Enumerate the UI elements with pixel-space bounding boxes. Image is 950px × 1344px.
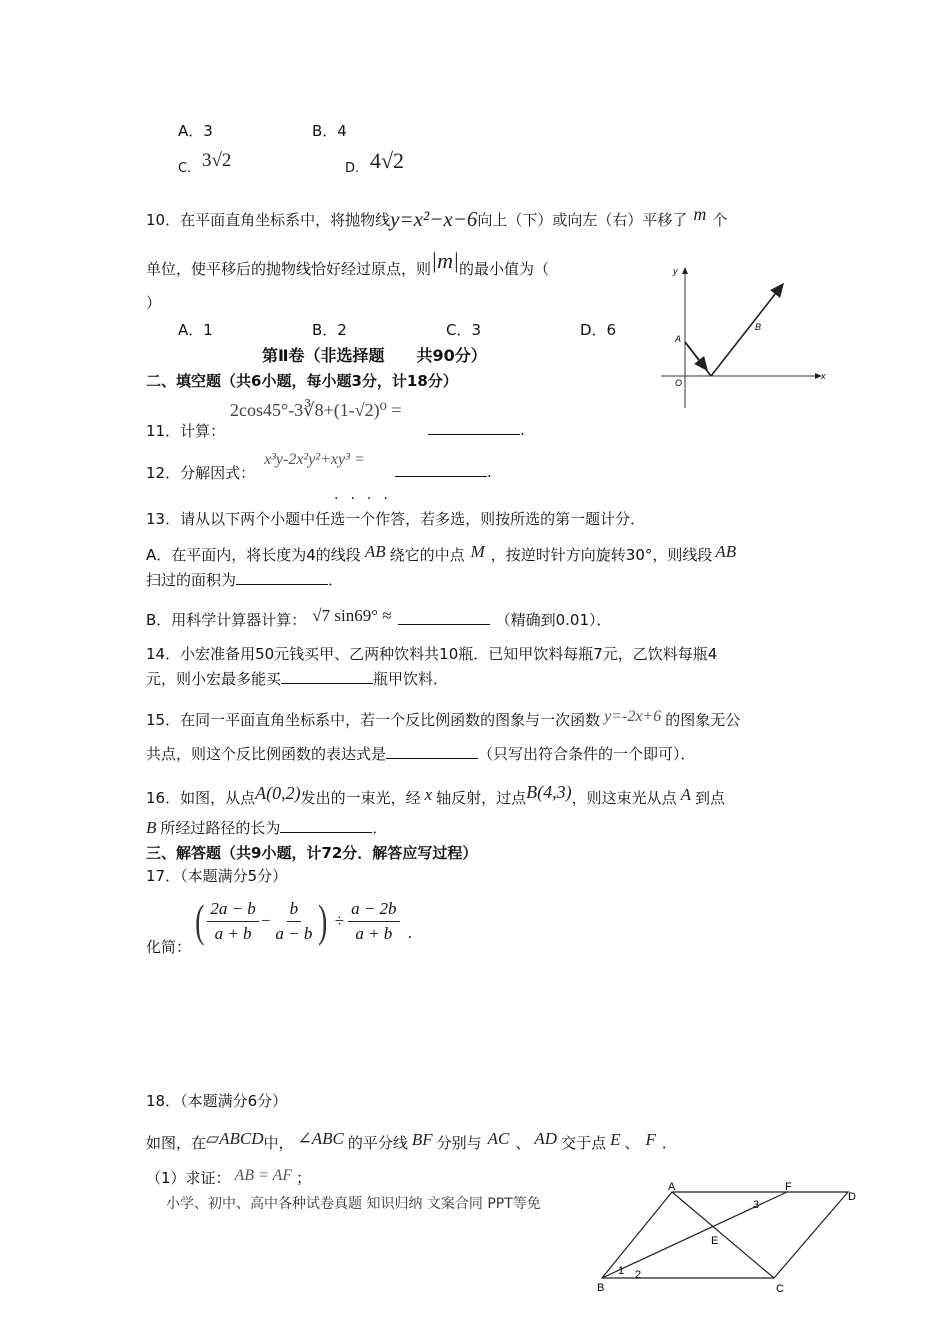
q18-part1-label: （1）求证： xyxy=(146,1169,231,1187)
q17-f3-den: a + b xyxy=(355,923,393,943)
q16-p2: 发出的一束光，经 xyxy=(300,789,421,807)
q17-right-paren: ) xyxy=(318,895,328,946)
q18-p5: 、 xyxy=(515,1134,531,1152)
q9-option-d-expr: 4√2 xyxy=(369,148,405,173)
q16-blank[interactable] xyxy=(280,818,372,833)
graph-origin-label: O xyxy=(675,378,683,388)
q16-p5: 到点 xyxy=(695,789,726,807)
incident-ray-arrow xyxy=(685,342,707,370)
q16-line1 xyxy=(146,782,726,808)
q16-p4: ，则这束光从点 xyxy=(571,789,677,807)
q12-blank[interactable] xyxy=(395,462,487,477)
q11-answer xyxy=(428,420,525,439)
fig-label-b: B xyxy=(597,1282,605,1294)
fig-label-f: F xyxy=(785,1181,792,1193)
q15-line1-prefix: 15．在同一平面直角坐标系中，若一个反比例函数的图象与一次函数 xyxy=(146,711,601,729)
q14-line2-suffix: 瓶甲饮料． xyxy=(373,670,449,688)
q18-p3: 的平分线 xyxy=(347,1134,408,1152)
q13-b-expr: √7 sin69° ≈ xyxy=(312,606,392,625)
q17-f1-den: a + b xyxy=(214,923,252,943)
q18-line1 xyxy=(146,1129,677,1153)
q15-line2-prefix: 共点，则这个反比例函数的表达式是 xyxy=(146,745,387,763)
q15-line1-suffix: 的图象无公 xyxy=(665,711,741,729)
q9-option-b: B．4 xyxy=(312,122,347,140)
q13-a-line2 xyxy=(146,569,343,590)
section3-title: 三、解答题（共9小题，计72分．解答应写过程） xyxy=(146,844,478,862)
fig-label-d: D xyxy=(848,1191,856,1203)
q18-e: E xyxy=(610,1130,621,1149)
q10-line1-prefix: 10．在平面直角坐标系中，将抛物线 xyxy=(146,211,391,229)
fig-label-e: E xyxy=(711,1235,719,1247)
q10-parabola: y=x²−x−6 xyxy=(390,207,478,231)
q13-a-p1: A．在平面内，将长度为4的线段 xyxy=(146,546,361,564)
q16-line2-text: 所经过路径的长为 xyxy=(160,819,281,837)
q16-point-b: B(4,3) xyxy=(526,782,572,802)
q10-m-var: m xyxy=(693,204,707,224)
q10-line2 xyxy=(146,248,550,280)
q17-minus: − xyxy=(260,911,271,930)
q15-line2-suffix: （只写出符合条件的一个即可）． xyxy=(478,745,696,763)
fig-label-a: A xyxy=(668,1181,676,1193)
q13-b-suffix: （精确到0.01）． xyxy=(495,611,612,629)
fig-label-c: C xyxy=(776,1283,784,1295)
q10-abs-m: |m| xyxy=(431,248,459,273)
graph-a-label: A xyxy=(675,334,682,344)
q15-func: y=-2x+6 xyxy=(604,708,662,725)
q17-left-paren: ( xyxy=(195,895,205,946)
q18-p2: 中， xyxy=(263,1134,294,1152)
q18-bf: BF xyxy=(411,1130,433,1149)
q13-a-blank[interactable] xyxy=(236,570,328,585)
q14-line1: 14．小宏准备用50元钱买甲、乙两种饮料共10瓶．已知甲饮料每瓶7元，乙饮料每瓶4 xyxy=(146,645,718,663)
part2-title: 第Ⅱ卷（非选择题 共90分） xyxy=(262,346,487,365)
reflection-graph xyxy=(655,262,835,412)
q9-option-c xyxy=(178,150,232,178)
q15-line2 xyxy=(146,743,696,764)
q16-p3: 轴反射，过点 xyxy=(436,789,527,807)
q10-option-a: A．1 xyxy=(178,321,213,339)
q10-line1-suffix: 向上（下）或向左（右）平移了 xyxy=(477,211,688,229)
q16-a: A xyxy=(680,785,692,804)
q13-b-prefix: B．用科学计算器计算： xyxy=(146,611,307,629)
parallelogram-figure xyxy=(592,1180,860,1298)
q16-point-a: A(0,2) xyxy=(255,783,301,803)
fig-angle-3: 3 xyxy=(753,1199,760,1211)
q11-end: . xyxy=(520,421,525,439)
q17-fraction-2 xyxy=(272,899,315,944)
q17-fraction-1 xyxy=(207,899,258,944)
q16-end: ． xyxy=(372,819,388,837)
q18-angle: ∠ABC xyxy=(297,1129,344,1148)
q17-label: 化简： xyxy=(146,938,192,956)
q16-x: x xyxy=(424,785,433,804)
q13-a-m: M xyxy=(470,542,485,561)
q10-line2-prefix: 单位，使平移后的抛物线恰好经过原点，则 xyxy=(146,260,432,278)
q13-a-p3: ，按逆时针方向旋转30°，则线段 xyxy=(490,546,713,564)
q18-ad: AD xyxy=(534,1129,558,1148)
q10-option-c: C．3 xyxy=(446,321,482,339)
q15-blank[interactable] xyxy=(386,744,478,759)
q17-fraction-3 xyxy=(348,899,399,944)
q12-expr: x³y-2x²y²+xy³ = xyxy=(264,451,365,468)
q16-line2 xyxy=(146,817,387,838)
q17-f1-num: 2a − b xyxy=(207,899,258,922)
q13-b-line xyxy=(146,606,612,630)
q18-f: F xyxy=(645,1130,656,1149)
q18-end: ． xyxy=(661,1134,677,1152)
q14-line2 xyxy=(146,668,448,689)
q10-option-d: D．6 xyxy=(580,321,617,339)
q12-end: . xyxy=(487,463,492,481)
reflected-ray xyxy=(711,284,783,376)
q10-line3: ） xyxy=(146,294,162,312)
q13-a-ab2: AB xyxy=(715,542,737,561)
q18-part1-expr: AB = AF xyxy=(234,1167,293,1184)
q17-f2-num: b xyxy=(287,899,302,922)
graph-b-label: B xyxy=(755,322,762,332)
q13-a-line2-text: 扫过的面积为 xyxy=(146,571,237,589)
q9-option-d xyxy=(345,148,405,178)
q13-a-line1 xyxy=(146,544,736,565)
q17-f3-num: a − 2b xyxy=(348,899,399,922)
q18-p4: 分别与 xyxy=(436,1134,482,1152)
q15-line1 xyxy=(146,709,740,730)
q13-a-end: ． xyxy=(328,571,344,589)
q11-blank[interactable] xyxy=(428,420,520,435)
q9-option-a: A．3 xyxy=(178,122,213,140)
q18-p1: 如图，在 xyxy=(146,1134,207,1152)
q9-option-c-label: C. xyxy=(178,161,192,176)
footer-text: 小学、初中、高中各种试卷真题 知识归纳 文案合同 PPT等免 xyxy=(166,1196,541,1212)
q16-b: B xyxy=(146,818,157,837)
fig-angle-1: 1 xyxy=(618,1265,625,1277)
q14-line2-prefix: 元，则小宏最多能买 xyxy=(146,670,282,688)
q14-blank[interactable] xyxy=(281,669,373,684)
q10-line2-suffix: 的最小值为（ xyxy=(459,260,550,278)
section2-title: 二、填空题（共6小题，每小题3分，计18分） xyxy=(146,372,458,390)
q17-end: . xyxy=(407,924,413,942)
q12-answer xyxy=(395,462,492,481)
q18-part1-end: ； xyxy=(296,1169,312,1187)
q17-f2-den: a − b xyxy=(275,923,313,943)
q11-label: 11．计算： xyxy=(146,422,226,440)
q18-part1 xyxy=(146,1167,311,1188)
q9-option-d-label: D. xyxy=(345,161,360,176)
q12-label: 12．分解因式： xyxy=(146,464,256,482)
q18-para: ▱ABCD xyxy=(206,1129,264,1148)
q10-option-b: B．2 xyxy=(312,321,347,339)
q17-header: 17．（本题满分5分） xyxy=(146,867,288,885)
parallelogram-abcd xyxy=(602,1192,848,1278)
q18-ac: AC xyxy=(487,1129,510,1148)
q13-emphasis-dots: .... xyxy=(334,487,400,503)
q18-header: 18．（本题满分6分） xyxy=(146,1092,288,1110)
q13-a-ab: AB xyxy=(364,542,386,561)
q11-expr: 2cos45°-3∛8+(1-√2)⁰ = xyxy=(230,400,402,420)
q18-p6: 交于点 xyxy=(561,1134,607,1152)
q17-expression xyxy=(192,895,413,946)
q9-option-c-expr: 3√2 xyxy=(202,150,232,171)
q10-line1-end: 个 xyxy=(712,211,728,229)
q13-b-blank[interactable] xyxy=(398,610,490,625)
q10-line1 xyxy=(146,206,727,231)
fig-angle-2: 2 xyxy=(635,1269,642,1281)
graph-y-label: y xyxy=(673,266,678,276)
graph-x-label: x xyxy=(821,371,826,381)
q18-p7: 、 xyxy=(624,1134,640,1152)
q17-div: ÷ xyxy=(334,911,345,930)
q13-intro: 13．请从以下两个小题中任选一个作答，若多选，则按所选的第一题计分． xyxy=(146,510,646,528)
q13-a-p2: 绕它的中点 xyxy=(389,546,465,564)
q16-p1: 16．如图，从点 xyxy=(146,789,256,807)
